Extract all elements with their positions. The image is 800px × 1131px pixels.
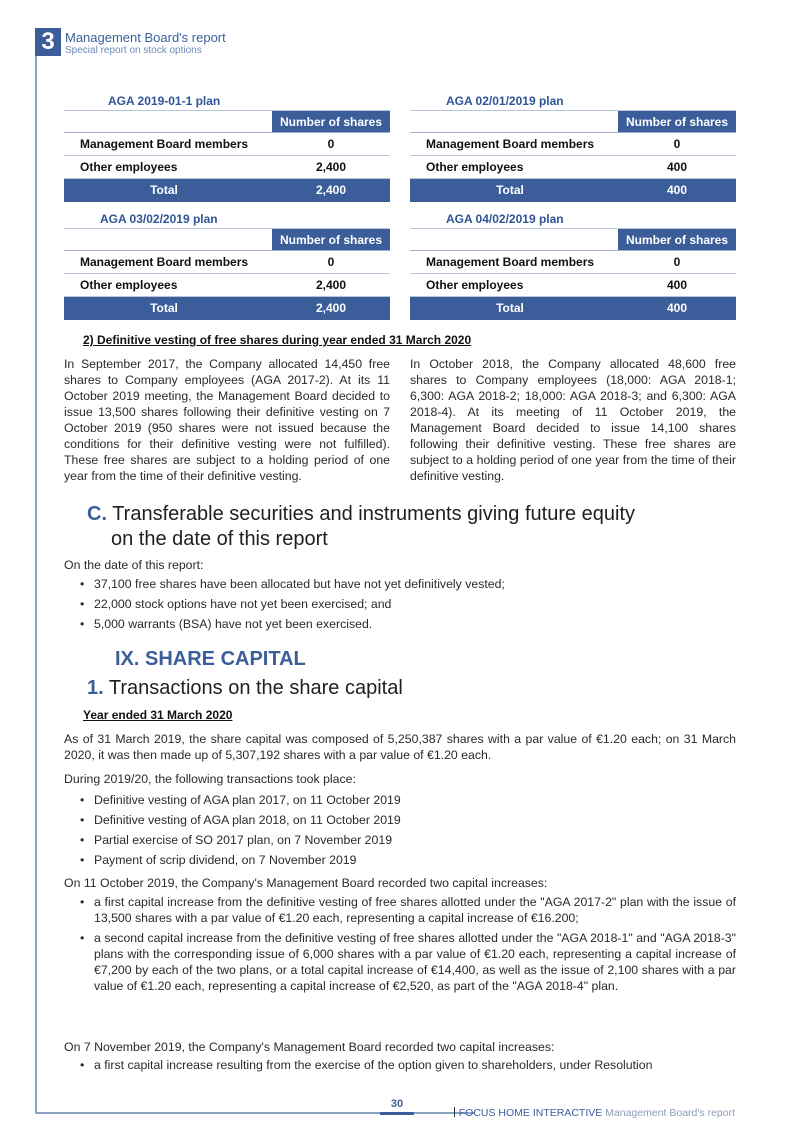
section-ix-title: IX. SHARE CAPITAL [115,648,306,670]
row-label: Management Board members [426,255,595,269]
table-row [64,274,390,297]
list-item-text: Definitive vesting of AGA plan 2017, on 11 October 2019 [94,793,401,807]
page-number: 30 [390,1098,404,1110]
vesting-right-paragraph: In October 2018, the Company allocated 48,600 free shares to Company employees (18,000: AGA 2018-1; 6,300: AGA 2018-2; 18,000: AGA 2018-3; and 6,300: AGA 2018-4). At its meeting of 11 October 2019, the Management Board decided to issue 14,100 shares following their definitive vesting. These free shares are subject to a holding period of one year from the time of their definitive vesting. [410,357,736,483]
column-header: Number of shares [618,111,736,132]
footer [454,1107,735,1119]
table-total-row [64,179,390,202]
row-value: 0 [327,255,335,269]
table-caption: AGA 03/02/2019 plan [100,212,218,226]
list-item-text: a second capital increase from the definitive vesting of free shares allotted under the "AGA 2018-1" and "AGA 2018-3" plans with the corresponding issue of 6,000 shares with a par value of €1.20 each, representing a capital increase of €7,200 by each of the two plans, or a total capital increase of €14,400, as well as the issue of 2,100 shares with a par value of €1.20 each, representing a capital increase of €2,520, as part of the "AGA 2018-4" plan. [94,931,736,993]
list-item: • Definitive vesting of AGA plan 2017, on 11 October 2019 [80,790,401,810]
list-item: • Payment of scrip dividend, on 7 November 2019 [80,850,401,870]
section-c-bullets [80,574,505,634]
row-value: 2,400 [315,160,347,174]
october-increases-intro: On 11 October 2019, the Company's Management Board recorded two capital increases: [64,876,548,890]
row-value: 2,400 [315,278,347,292]
november-increases-intro: On 7 November 2019, the Company's Management Board recorded two capital increases: [64,1040,555,1054]
list-item-text: Payment of scrip dividend, on 7 November 2019 [94,853,357,867]
section-c-title-line1: Transferable securities and instruments giving future equity [112,503,636,525]
table-aga-04-02-2019 [410,210,736,320]
list-item: • a second capital increase from the definitive vesting of free shares allotted under the "AGA 2018-1" and "AGA 2018-3" plans with the corresponding issue of 6,000 shares with a par value of €1.20 each, representing a capital increase of €7,200 by each of the two plans, or a total capital increase of €14,400, as well as the issue of 2,100 shares with a par value of €1.20 each, representing a capital increase of €2,520, as part of the "AGA 2018-4" plan. [80,931,736,993]
row-label: Other employees [426,278,524,292]
row-label: Other employees [426,160,524,174]
share-capital-paragraph: As of 31 March 2019, the share capital was composed of 5,250,387 shares with a par value of €1.20 each; on 31 March 2020, it was then made up of 5,307,192 shares with a par value of €1.20 each. [64,732,736,762]
section-c-title [87,502,737,552]
section-1-number: 1. [87,677,104,699]
table-total-row [410,179,736,202]
section-c-title-line2: on the date of this report [111,528,328,550]
list-item-text: 5,000 warrants (BSA) have not yet been exercised. [94,617,373,631]
column-header: Number of shares [272,111,390,132]
table-header-row [64,110,390,133]
transactions-intro: During 2019/20, the following transactions took place: [64,772,356,786]
column-header: Number of shares [272,229,390,250]
list-item: • 22,000 stock options have not yet been exercised; and [80,594,505,614]
header-title: Management Board's report [65,30,226,45]
row-value: 0 [327,137,335,151]
row-label: Other employees [80,160,178,174]
table-total-row [410,297,736,320]
list-item: • a first capital increase from the definitive vesting of free shares allotted under the "AGA 2017-2" plan with the issue of 13,500 shares with a par value of €1.20 each, representing a capital increase of €16.200; [80,895,736,925]
total-value: 400 [666,301,688,315]
header-subtitle: Special report on stock options [65,45,202,56]
october-increases-list [80,894,736,998]
list-item-text: Partial exercise of SO 2017 plan, on 7 November 2019 [94,833,393,847]
list-item-text: 22,000 stock options have not yet been exercised; and [94,597,392,611]
vesting-left-paragraph: In September 2017, the Company allocated 14,450 free shares to Company employees (AGA 2017-2). At its 11 October 2019 meeting, the Management Board decided to issue 13,500 shares following their definitive vesting on 7 October 2019 (950 shares were not issued because the conditions for their definitive vesting were not fulfilled). These free shares are subject to a holding period of one year from the time of their definitive vesting. [64,357,390,483]
total-label: Total [496,301,524,315]
footer-section: Management Board's report [605,1107,735,1119]
table-header-row [410,228,736,251]
list-item: • Definitive vesting of AGA plan 2018, on 11 October 2019 [80,810,401,830]
table-aga-02-01-2019 [410,92,736,202]
list-item: • 5,000 warrants (BSA) have not yet been exercised. [80,614,505,634]
table-row [410,251,736,274]
section-c-letter: C. [87,503,107,525]
table-total-row [64,297,390,320]
table-caption: AGA 04/02/2019 plan [446,212,564,226]
row-value: 0 [673,137,681,151]
row-value: 0 [673,255,681,269]
list-item-text: 37,100 free shares have been allocated but have not yet definitively vested; [94,577,505,591]
list-item: • 37,100 free shares have been allocated but have not yet definitively vested; [80,574,505,594]
total-label: Total [496,183,524,197]
footer-brand: FOCUS HOME INTERACTIVE [458,1107,603,1119]
table-caption: AGA 2019-01-1 plan [108,94,221,108]
row-value: 400 [666,278,688,292]
column-header: Number of shares [618,229,736,250]
table-row [64,156,390,179]
list-item: • Partial exercise of SO 2017 plan, on 7 November 2019 [80,830,401,850]
table-row [410,133,736,156]
table-row [64,251,390,274]
november-increases-list [80,1057,736,1077]
row-label: Other employees [80,278,178,292]
table-row [410,156,736,179]
left-margin-rule [35,55,37,1113]
total-label: Total [150,183,178,197]
row-label: Management Board members [80,255,249,269]
total-value: 2,400 [315,301,347,315]
table-aga-03-02-2019 [64,210,390,320]
table-header-row [410,110,736,133]
table-aga-2019-01-1 [64,92,390,202]
vesting-heading: 2) Definitive vesting of free shares during year ended 31 March 2020 [83,333,472,347]
list-item-text: a first capital increase resulting from the exercise of the option given to shareholders, under Resolution [94,1058,653,1072]
chapter-number: 3 [35,28,61,56]
total-label: Total [150,301,178,315]
list-item-text: Definitive vesting of AGA plan 2018, on 11 October 2019 [94,813,401,827]
section-1-title-text: Transactions on the share capital [108,677,403,699]
footer-separator [454,1107,455,1117]
table-row [410,274,736,297]
table-row [64,133,390,156]
row-label: Management Board members [80,137,249,151]
section-c-intro: On the date of this report: [64,558,204,572]
row-label: Management Board members [426,137,595,151]
total-value: 2,400 [315,183,347,197]
table-caption: AGA 02/01/2019 plan [446,94,564,108]
year-heading: Year ended 31 March 2020 [83,708,233,722]
section-1-title [87,677,403,700]
list-item: • a first capital increase resulting from the exercise of the option given to shareholders, under Resolution [80,1057,736,1073]
page-number-bar [380,1112,414,1115]
table-header-row [64,228,390,251]
row-value: 400 [666,160,688,174]
total-value: 400 [666,183,688,197]
transactions-list [80,790,401,870]
list-item-text: a first capital increase from the definitive vesting of free shares allotted under the "AGA 2017-2" plan with the issue of 13,500 shares with a par value of €1.20 each, representing a capital increase of €16.200; [94,895,736,925]
